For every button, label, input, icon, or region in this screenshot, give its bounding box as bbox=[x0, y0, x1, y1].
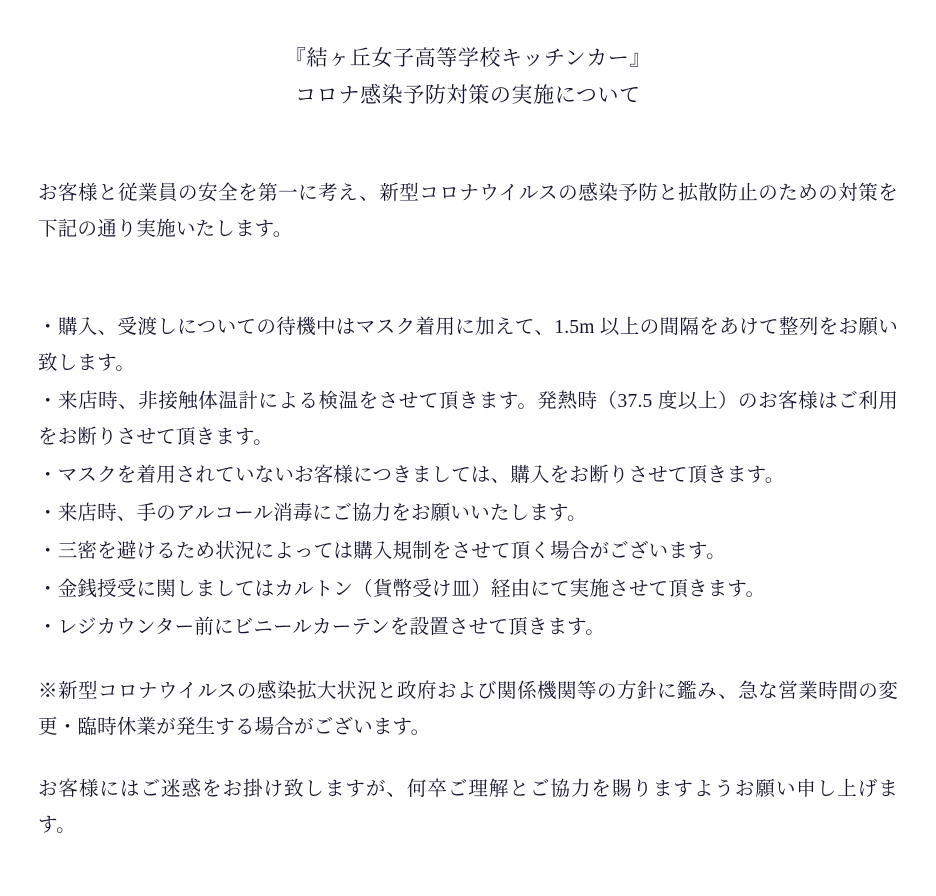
intro-spacer bbox=[38, 248, 898, 310]
title-line-2: コロナ感染予防対策の実施について bbox=[295, 82, 641, 107]
closing-paragraph: お客様にはご迷惑をお掛け致しますが、何卒ご理解とご協力を賜りますようお願い申し上げます。 bbox=[38, 779, 898, 837]
intro-paragraph: お客様と従業員の安全を第一に考え、新型コロナウイルスの感染予防と拡散防止のための対策を下記の通り実施いたします。 bbox=[38, 182, 898, 240]
measures-spacer bbox=[38, 648, 898, 674]
measures-list bbox=[38, 310, 898, 647]
list-item: ・レジカウンター前にビニールカーテンを設置させて頂きます。 bbox=[38, 617, 605, 639]
list-item: ・来店時、手のアルコール消毒にご協力をお願いいたします。 bbox=[38, 502, 587, 524]
list-item: ・来店時、非接触体温計による検温をさせて頂きます。発熱時（37.5 度以上）のお客様はご利用をお断りさせて頂きます。 bbox=[38, 390, 898, 448]
list-item: ・購入、受渡しについての待機中はマスク着用に加えて、1.5m 以上の間隔をあけて整列をお願い致します。 bbox=[38, 316, 898, 374]
document-title bbox=[38, 36, 898, 114]
list-item: ・金銭授受に関しましてはカルトン（貨幣受け皿）経由にて実施させて頂きます。 bbox=[38, 579, 766, 601]
list-item: ・三密を避けるため状況によっては購入規制をさせて頂く場合がございます。 bbox=[38, 541, 726, 562]
list-item: ・マスクを着用されていないお客様につきましては、購入をお断りさせて頂きます。 bbox=[38, 464, 785, 486]
title-spacer bbox=[38, 114, 898, 176]
title-line-1: 『結ヶ丘女子高等学校キッチンカー』 bbox=[284, 46, 652, 70]
note-paragraph: ※新型コロナウイルスの感染拡大状況と政府および関係機関等の方針に鑑み、急な営業時間の変更・臨時休業が発生する場合がございます。 bbox=[38, 681, 898, 739]
note-spacer bbox=[38, 746, 898, 772]
